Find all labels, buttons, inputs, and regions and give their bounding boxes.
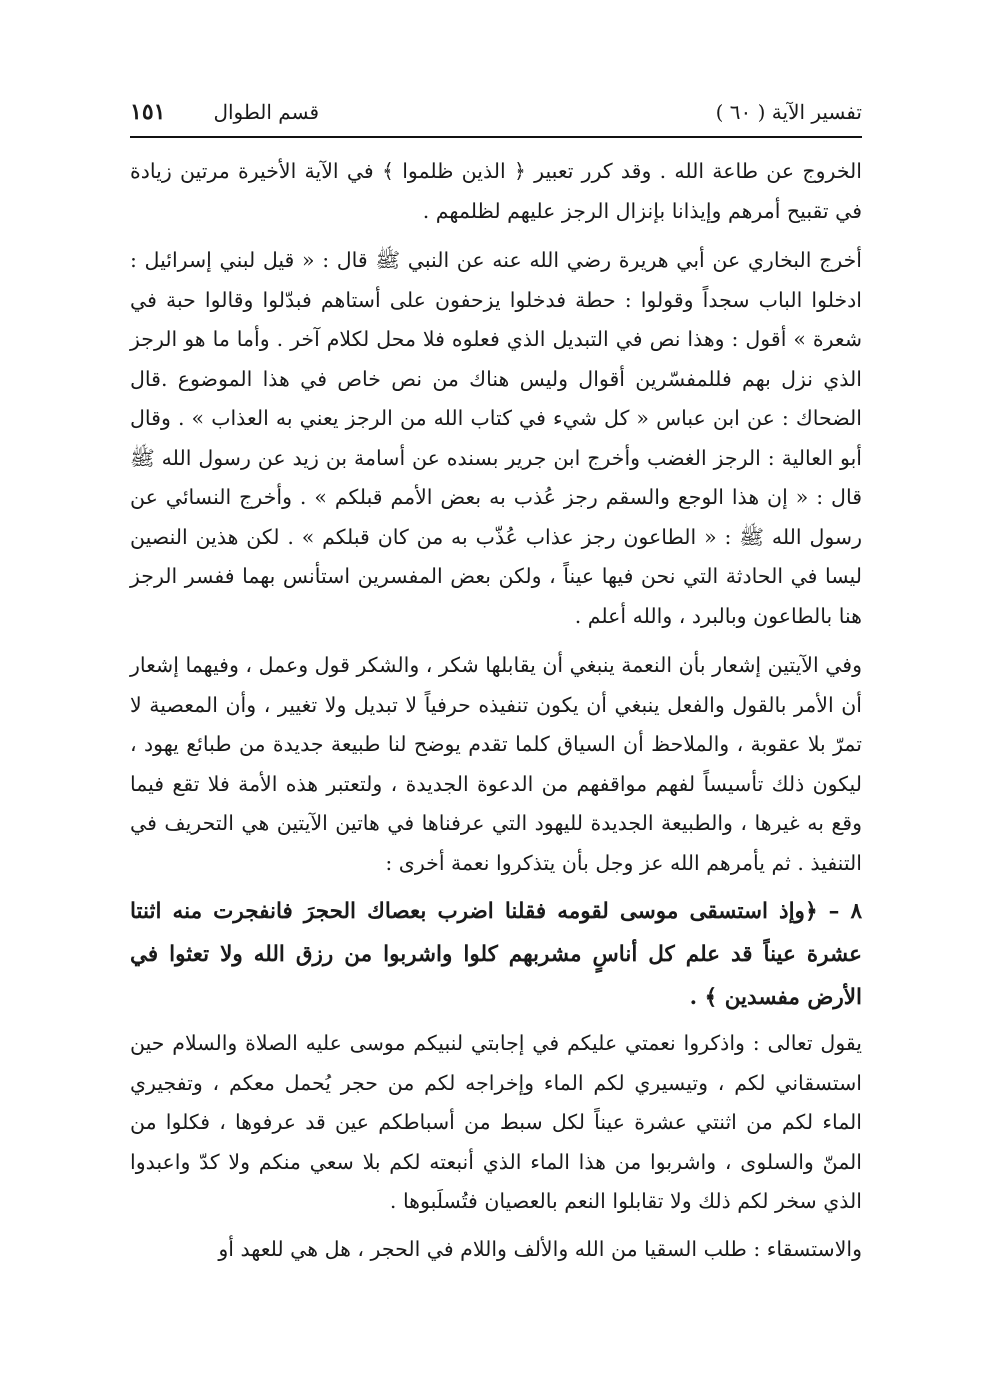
section-title: قسم الطوال	[213, 100, 319, 124]
header-left-group	[130, 99, 319, 125]
paragraph-3: وفي الآيتين إشعار بأن النعمة ينبغي أن يقابلها شكر ، والشكر قول وعمل ، وفيهما إشعار أن الأمر بالقول والفعل ينبغي أن يكون تنفيذه حرفياً لا تبديل ولا تغيير ، وأن المعصية لا تمرّ بلا عقوبة ، والملاحظ أن السياق كلما تقدم يوضح لنا طبيعة جديدة من طبائع يهود ، ليكون ذلك تأسيساً لفهم مواقفهم من الدعوة الجديدة ، ولتعتبر هذه الأمة فلا تقع فيما وقع به غيرها ، والطبيعة الجديدة لليهود التي عرفناها في هاتين الآيتين هي التحريف في التنفيذ . ثم يأمرهم الله عز وجل بأن يتذكروا نعمة أخرى :	[130, 653, 862, 875]
paragraph-1: الخروج عن طاعة الله . وقد كرر تعبير ﴿ الذين ظلموا ﴾ في الآية الأخيرة مرتين زيادة في تقبيح أمرهم وإيذانا بإنزال الرجز عليهم لظلمهم .	[130, 159, 862, 223]
paragraph-4: يقول تعالى : واذكروا نعمتي عليكم في إجابتي لنبيكم موسى عليه الصلاة والسلام حين استسقاني لكم ، وتيسيري لكم الماء وإخراجه لكم من حجر يُحمل معكم ، وتفجيري الماء لكم من اثنتي عشرة عيناً لكل سبط من أسباطكم عين قد عرفوها ، فكلوا من المنّ والسلوى ، واشربوا من هذا الماء الذي أنبعته لكم بلا سعي منكم ولا كدّ واعبدوا الذي سخر لكم ذلك ولا تقابلوا النعم بالعصيان فتُسلَبوها .	[130, 1031, 862, 1213]
running-header	[130, 92, 862, 132]
paragraph-2: أخرج البخاري عن أبي هريرة رضي الله عنه عن النبي ﷺ قال : « قيل لبني إسرائيل : ادخلوا الباب سجداً وقولوا : حطة فدخلوا يزحفون على أستاهم فبدّلوا وقالوا حبة في شعرة » أقول : وهذا نص في التبديل الذي فعلوه فلا محل لكلام آخر . وأما ما هو الرجز الذي نزل بهم فللمفسّرين أقوال وليس هناك من نص خاص في هذا الموضوع .قال الضحاك : عن ابن عباس « كل شيء في كتاب الله من الرجز يعني به العذاب » . وقال أبو العالية : الرجز الغضب وأخرج ابن جرير بسنده عن أسامة بن زيد عن رسول الله ﷺ قال : « إن هذا الوجع والسقم رجز عُذب به بعض الأمم قبلكم » . وأخرج النسائي عن رسول الله ﷺ : « الطاعون رجز عذاب عُذّب به من كان قبلكم » . لكن هذين النصين ليسا في الحادثة التي نحن فيها عيناً ، ولكن بعض المفسرين استأنس بهما ففسر الرجز هنا بالطاعون وبالبرد ، والله أعلم .	[130, 248, 862, 628]
quran-verse-8: ٨ – ﴿وإذ استسقى موسى لقومه فقلنا اضرب بعصاك الحجرَ فانفجرت منه اثنتا عشرة عيناً قد علم كل أناسٍ مشربهم كلوا واشربوا من رزق الله ولا تعثوا في الأرض مفسدين ﴾ .	[130, 899, 862, 1010]
chapter-title: تفسير الآية ( ٦٠ )	[715, 100, 862, 124]
header-rule	[130, 136, 862, 138]
page-number: ١٥١	[130, 99, 166, 125]
paragraph-5: والاستسقاء : طلب السقيا من الله والألف واللام في الحجر ، هل هي للعهد أو	[218, 1237, 862, 1261]
